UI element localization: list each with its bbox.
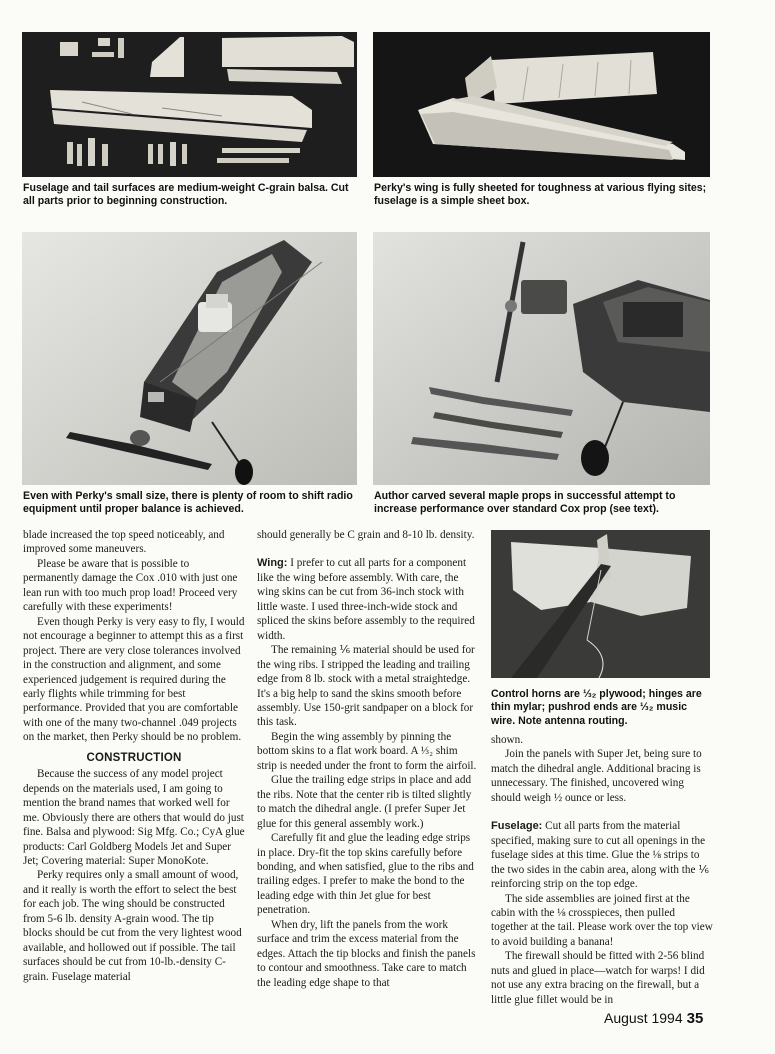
paragraph: When dry, lift the panels from the work surface and trim the excess material from the edges. Attach the tip blocks and finish the panels to contour and smoothness. Take care to match the leading edge shape to that [257, 918, 476, 989]
paragraph: Please be aware that is possible to permanently damage the Cox .010 with just one lean run with too much prop load! Proceed very carefully with these experiments! [23, 557, 238, 614]
paragraph: should generally be C grain and 8-10 lb. density. [257, 529, 475, 541]
caption-radio: Even with Perky's small size, there is plenty of room to shift radio equipment until proper balance is achieved. [23, 490, 353, 516]
paragraph: Because the success of any model project depends on the materials used, I am going to mention the brand names that worked well for me. Obviously there are others that would do just fine. Balsa and plywood: Sig Mfg. Co.; CyA glue products: Carl Goldberg Models Jet and Super Jet; Covering material: Super MonoKote. [23, 768, 245, 867]
page-footer [604, 1010, 703, 1027]
paragraph: Join the panels with Super Jet, being sure to match the dihedral angle. Additional bracing is unnecessary. The finished, uncovered wing should weigh ½ ounce or less. [491, 748, 702, 804]
paragraph: Perky requires only a small amount of wood, and it really is worth the effort to select the best for each job. The wing should be constructed from 5-6 lb. density A-grain wood. The tip blocks should be cut from the very lightest wood available, and hollowed out if possible. The tail surfaces should be cut from 10-lb.-density C-grain. Fuselage material [23, 869, 242, 983]
paragraph-text: Cut all parts from the material specified, making sure to cut all openings in the fuselage sides at this time. Glue the ⅛ strips to the two sides in the cabin area, along with the ⅙ reinforcing strip on the top edge. [491, 820, 710, 891]
paragraph: The side assemblies are joined first at the cabin with the ⅛ crosspieces, then pulled together at the tail. Please work over the top view to avoid building a banana! [491, 892, 713, 948]
caption-parts: Fuselage and tail surfaces are medium-weight C-grain balsa. Cut all parts prior to beginning construction. [23, 182, 349, 208]
text-column-2 [257, 528, 479, 990]
photo-wing-fuselage [373, 32, 710, 177]
paragraph: shown. [491, 734, 524, 746]
photo-balsa-parts [22, 32, 357, 177]
page-number: 35 [686, 1010, 704, 1027]
paragraph: blade increased the top speed noticeably, and improved some maneuvers. [23, 529, 225, 556]
paragraph-wing [257, 556, 479, 643]
paragraph: Carefully fit and glue the leading edge strips in place. Dry-fit the top skins carefully before bonding, and when satisfied, glue to the ribs and trailing edges. I prefer to make the bond to the leading edge with thin Jet glue for best penetration. [257, 832, 474, 917]
paragraph: Begin the wing assembly by pinning the bottom skins to a flat work board. A ⅓₂ shim strip is needed under the front to form the airfoil. [257, 730, 477, 772]
subheading-fuselage: Fuselage: [491, 820, 543, 833]
photo-radio-equipment [22, 232, 357, 485]
section-heading-construction: CONSTRUCTION [86, 751, 182, 764]
text-column-3 [491, 733, 713, 1007]
caption-props: Author carved several maple props in successful attempt to increase performance over standard Cox prop (see text). [374, 490, 676, 516]
caption-wing: Perky's wing is fully sheeted for toughness at various flying sites; fuselage is a simple sheet box. [374, 182, 707, 208]
photo-maple-props [373, 232, 710, 485]
photo-tail-control-horns [491, 530, 710, 678]
paragraph: The firewall should be fitted with 2-56 blind nuts and glued in place—watch for warps! I did not use any extra bracing on the firewall, but a little glue fillet would be in [491, 950, 705, 1006]
paragraph: Even though Perky is very easy to fly, I would not encourage a beginner to attempt this as a first project. There are very close tolerances involved in the construction and alignment, and some experienced judgement is required during the early flights while trimming for best performance. Provided that you are comfortable with one of the many two-channel .049 projects on the market, then Perky should be no problem. [23, 615, 245, 744]
text-column-1 [23, 528, 245, 984]
paragraph: Glue the trailing edge strips in place and add the ribs. Note that the center rib is tilted slightly to match the dihedral angle. (I prefer Super Jet glue for this general assembly work.) [257, 774, 472, 830]
subheading-wing: Wing: [257, 557, 288, 570]
paragraph: The remaining ⅙ material should be used for the wing ribs. I stripped the leading and trailing edge from 8 lb. stock with a metal straightedge. It's a big help to sand the skins smooth before assembly. Use 150-grit sandpaper on a block for this task. [257, 644, 475, 729]
paragraph-text: I prefer to cut all parts for a component like the wing before assembly. With care, the wing skins can be cut from 36-inch stock with little waste. I used three-inch-wide stock and spliced the skins before assembly to the required width. [257, 557, 475, 642]
caption-tail: Control horns are ⅓₂ plywood; hinges are thin mylar; pushrod ends are ⅓₂ music wire. Note antenna routing. [491, 688, 702, 727]
issue-date: August 1994 [604, 1010, 683, 1026]
paragraph-fuselage [491, 819, 713, 891]
